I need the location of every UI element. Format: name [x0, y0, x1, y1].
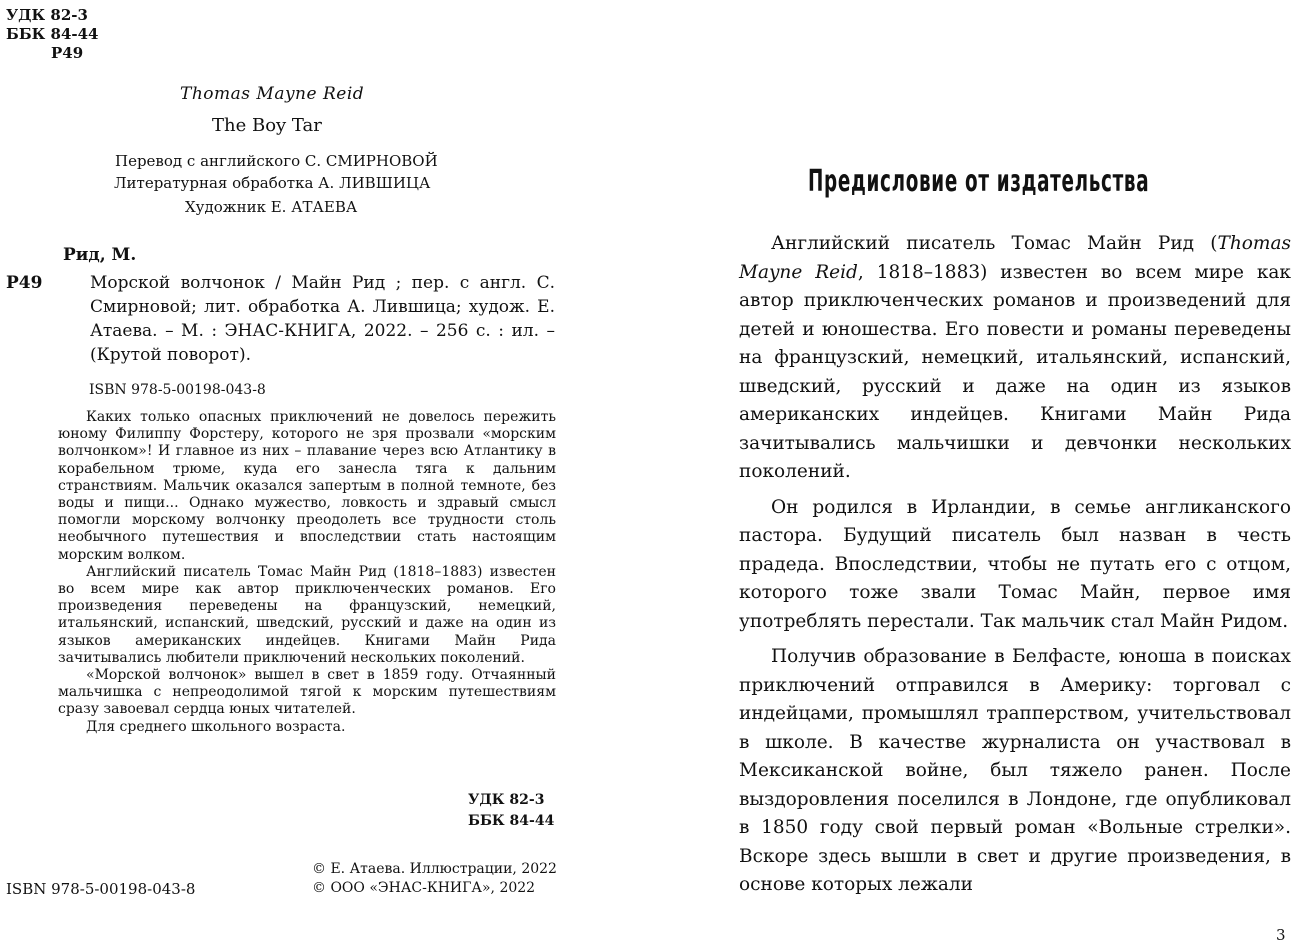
artist-credit: Художник Е. АТАЕВА [185, 198, 358, 216]
isbn-biblio: ISBN 978-5-00198-043-8 [89, 382, 266, 398]
annotation-paragraph: Английский писатель Томас Майн Рид (1818–1883) известен во всем мире как автор приключенческих романов. Его произведения переведены на французский, немецкий, итальянский, испанский, шведский, русский и даже на один из языков американских индейцев. Книгами Майн Рида зачитывались любители приключений нескольких поколений. [58, 563, 556, 666]
annotation-paragraph: Каких только опасных приключений не довелось пережить юному Филиппу Форстеру, которого не зря прозвали «морским волчонком»! И главное из них – плавание через всю Атлантику в корабельном трюме, куда его занесла тяга к дальним странствиям. Мальчик оказался запертым в полной темноте, без воды и пищи... Однако мужество, ловкость и здравый смысл помогли морскому волчонку преодолеть все трудности столь необычного путешествия и впоследствии стать настоящим морским волком. [58, 409, 556, 563]
preface-paragraph: Он родился в Ирландии, в семье англиканского пастора. Будущий писатель был назван в честь прадеда. Впоследствии, чтобы не путать его с отцом, которого тоже звали Томас Майн, первое имя употреблять перестали. Так мальчик стал Майн Ридом. [739, 496, 1291, 632]
preface-text: , 1818–1883) известен во всем мире как автор приключенческих романов и произведений для детей и юношества. Его повести и романы переведены на французский, немецкий, итальянский, испанский, шведский, русский и даже на один из языков американских индейцев. Книгами Майн Рида зачитывались мальчишки и девчонки нескольких поколений. [739, 261, 1291, 482]
annotation-paragraph: «Морской волчонок» вышел в свет в 1859 году. Отчаянный мальчишка с непреодолимой тягой к морским путешествиям сразу завоевал сердца юных читателей. [58, 667, 556, 718]
author-sign: Р49 [51, 44, 84, 62]
biblio-heading: Рид, М. [63, 245, 137, 265]
annotation [58, 409, 556, 736]
preface-paragraph: Получив образование в Белфасте, юноша в поисках приключений отправился в Америку: торговал с индейцами, промышлял трапперством, учительствовал в школе. В качестве журналиста он участвовал в Мексиканской войне, был тяжело ранен. После выздоровления поселился в Лондоне, где опубликовал в 1850 году свой первый роман «Вольные стрелки». Вскоре здесь вышли в свет и другие произведения, в основе которых лежали [739, 646, 1291, 895]
biblio-code: Р49 [6, 273, 43, 293]
copyright-publisher: © ООО «ЭНАС-КНИГА», 2022 [312, 880, 536, 896]
annotation-paragraph: Для среднего школьного возраста. [86, 718, 346, 735]
classification-codes-bottom [468, 790, 554, 832]
copyright-block [312, 860, 557, 898]
author-name-italic: Thomas Mayne Reid [739, 233, 1291, 283]
original-title: The Boy Tar [212, 115, 322, 136]
preface-title: Предисловие от издательства [808, 164, 1150, 199]
udk-code: УДК 82-3 [6, 6, 88, 24]
biblio-description: Морской волчонок / Майн Рид ; пер. с англ. С. Смирновой; лит. обработка А. Лившица; худож. Е. Атаева. – М. : ЭНАС-КНИГА, 2022. – 256 с. : ил. – (Крутой поворот). [90, 273, 555, 365]
bbk-code: ББК 84-44 [6, 25, 99, 43]
preface-paragraph [739, 230, 1291, 487]
preface-text: Английский писатель Томас Майн Рид ( [771, 233, 1218, 254]
page-number: 3 [1276, 926, 1286, 944]
editor-credit: Литературная обработка А. ЛИВШИЦА [114, 174, 431, 192]
copyright-illustrations: © Е. Атаева. Иллюстрации, 2022 [312, 861, 557, 877]
preface-body [739, 230, 1291, 907]
translator-credit: Перевод с английского С. СМИРНОВОЙ [115, 152, 438, 170]
udk-code-bottom: УДК 82-3 [468, 792, 545, 808]
bbk-code-bottom: ББК 84-44 [468, 813, 555, 829]
isbn-bottom: ISBN 978-5-00198-043-8 [6, 880, 196, 898]
classification-codes-top [6, 6, 98, 63]
author-original-name: Thomas Mayne Reid [180, 84, 365, 104]
